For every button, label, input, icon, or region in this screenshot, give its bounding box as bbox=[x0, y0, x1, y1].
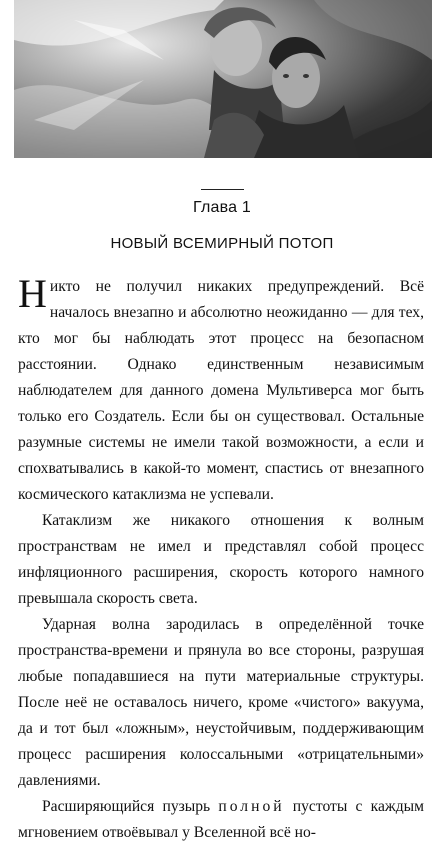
chapter-divider bbox=[201, 189, 244, 190]
chapter-illustration bbox=[14, 0, 432, 158]
chapter-body bbox=[18, 271, 424, 846]
chapter-title: НОВЫЙ ВСЕМИРНЫЙ ПОТОП bbox=[110, 235, 334, 252]
emphasized-word: полной bbox=[218, 798, 285, 815]
paragraph-4-start: Расширяющийся пузырь bbox=[42, 798, 219, 815]
storm-figures-image bbox=[14, 0, 432, 158]
paragraph-1-text: икто не получил никаких предупреждений. Всё началось внезапно и абсолютно неожиданно — для тех, кто мог бы наблюдать этот процесс на безопасном расстоянии. Однако единственным независимым наблюдателем для данного домена Мультиверса мог быть только его Создатель. Если бы он существовал. Остальные разумные системы не имели такой возможности, а если и спохватывались в какой-то момент, спастись от внезапного космического катаклизма не успевали. bbox=[18, 278, 424, 503]
paragraph-4 bbox=[18, 794, 424, 846]
drop-cap: Н bbox=[18, 271, 47, 316]
paragraph-1 bbox=[18, 271, 424, 508]
chapter-number: Глава 1 bbox=[193, 199, 251, 216]
paragraph-2: Катаклизм же никакого отношения к волным пространствам не имел и представлял собой процесс инфляционного расширения, скорость которого намного превышала скорость света. bbox=[18, 512, 424, 607]
paragraph-3: Ударная волна зародилась в определённой точке пространства-времени и прянула во все стороны, разрушая любые попадавшиеся на пути материальные структуры. После неё не оставалось ничего, кроме «чистого» вакуума, да и тот был «ложным», неустойчивым, поддерживающим процесс расширения колоссальными «отрицательными» давлениями. bbox=[18, 616, 424, 789]
paragraph-4-end: пустоты с каждым мгновением отвоёвывал у Вселенной всё но- bbox=[18, 798, 424, 841]
